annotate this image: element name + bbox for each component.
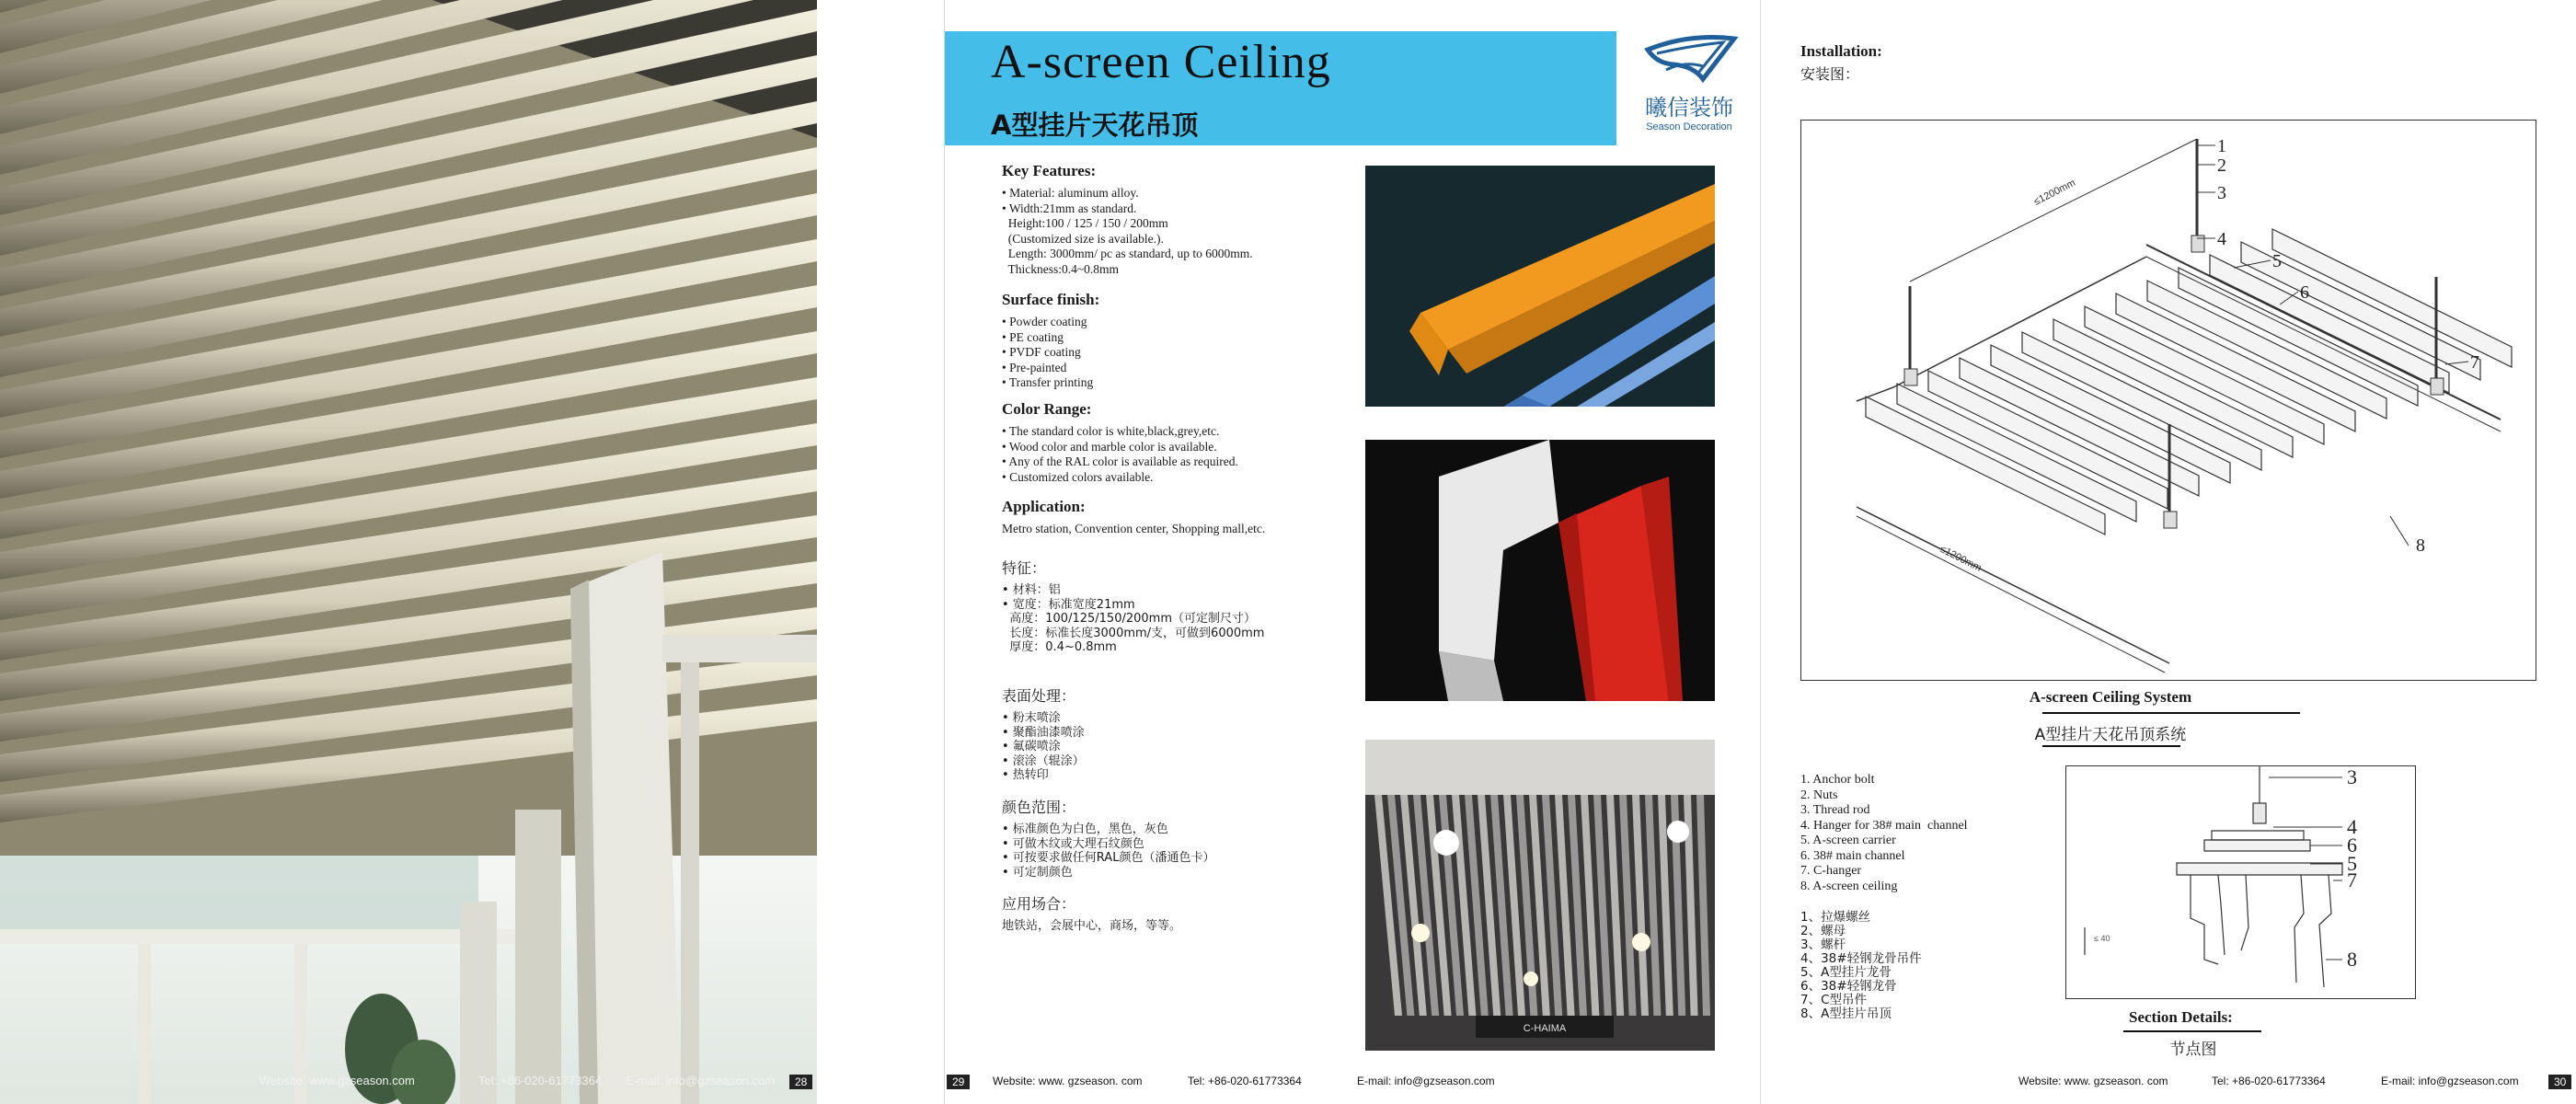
list-item: 1. Anchor bolt [1800, 773, 1875, 787]
features-cn-list [1002, 583, 1370, 655]
list-item: • 粉末喷涂 [1002, 711, 1061, 725]
list-item: 3、螺杆 [1800, 937, 1846, 952]
installation-heading-cn: 安装图： [1800, 65, 1860, 83]
list-item: • 可做木纹或大理石纹颜色 [1002, 836, 1144, 851]
list-item: 8、A型挂片吊顶 [1800, 1006, 1892, 1021]
installation-diagram [1800, 120, 2536, 681]
footer-email[interactable]: E-mail: info@gzseason.com [1357, 1075, 1495, 1087]
list-item: 4、38#轻钢龙骨吊件 [1800, 951, 1922, 966]
page-number: 30 [2548, 1075, 2571, 1089]
callout-5: 5 [2272, 251, 2282, 271]
list-item: • 可定制颜色 [1002, 865, 1073, 880]
list-item: • 热转印 [1002, 768, 1049, 782]
surface-cn-heading: 表面处理： [1002, 687, 1076, 705]
logo-text-en: Season Decoration [1646, 121, 1732, 132]
section-callout-6: 6 [2347, 834, 2357, 857]
divider [2123, 1030, 2261, 1032]
list-item: 厚度：0.4~0.8mm [1002, 640, 1117, 654]
list-item: 8. A-screen ceiling [1800, 879, 1898, 893]
color-range-list [1002, 424, 1370, 485]
dimension-label-top: ≤1200mm [2031, 177, 2077, 208]
product-spec-page [944, 0, 1761, 1104]
list-item: (Customized size is available.). [1002, 231, 1164, 246]
system-title: A-screen Ceiling System [2029, 688, 2192, 706]
list-item: • 材料：铝 [1002, 583, 1061, 597]
list-item: Metro station, Convention center, Shopping mall,etc. [1002, 522, 1266, 535]
application-section [1002, 498, 1370, 537]
footer-tel: Tel: +86-020-61773364 [478, 1074, 603, 1087]
section-detail-diagram [2065, 765, 2416, 999]
surface-finish-list [1002, 315, 1370, 391]
list-item: 6. 38# main channel [1800, 848, 1905, 863]
dimension-label-bottom: ≤1200mm [1938, 543, 1984, 574]
list-item: 长度：标准长度3000mm/支，可做到6000mm [1002, 626, 1265, 640]
system-title-cn: A型挂片天花吊顶系统 [2034, 726, 2187, 744]
list-item: • PE coating [1002, 329, 1064, 344]
divider [2042, 712, 2300, 714]
callout-7: 7 [2470, 352, 2479, 373]
list-item: Thickness:0.4~0.8mm [1002, 261, 1120, 276]
application-cn-section [1002, 892, 1370, 934]
application-cn-list [1002, 919, 1370, 934]
section-callout-7: 7 [2347, 868, 2357, 891]
key-features-list [1002, 186, 1370, 277]
installation-page [1761, 0, 2576, 1104]
ceiling-photo-page [0, 0, 817, 1104]
title-banner [945, 31, 1616, 145]
list-item: • 滚涂（辊涂） [1002, 753, 1085, 768]
callout-8: 8 [2416, 535, 2425, 556]
legend-list-en [1800, 773, 1968, 894]
color-cn-list [1002, 822, 1370, 880]
a-screen-ceiling-installation-photo [0, 0, 817, 1104]
list-item: 1、拉爆螺丝 [1800, 910, 1871, 925]
list-item: • 宽度：标准宽度21mm [1002, 597, 1135, 612]
list-item: 2、螺母 [1800, 924, 1846, 938]
component-legend [1800, 773, 1968, 1021]
surface-cn-section [1002, 684, 1370, 783]
application-list [1002, 522, 1370, 537]
callout-1: 1 [2217, 136, 2226, 156]
footer-email[interactable]: E-mail: info@gzseason.com [626, 1074, 776, 1087]
list-item: • 标准颜色为白色，黑色，灰色 [1002, 822, 1168, 836]
list-item: 5、A型挂片龙骨 [1800, 965, 1892, 980]
color-range-heading: Color Range: [1002, 400, 1092, 418]
company-logo [1629, 33, 1749, 140]
key-features-heading: Key Features: [1002, 162, 1097, 179]
photo-sign: C-HAIMA [1523, 1023, 1567, 1034]
footer-website[interactable]: Website: www. gzseason. com [993, 1075, 1143, 1087]
footer-tel: Tel: +86-020-61773364 [2212, 1075, 2326, 1087]
installation-heading: Installation: [1800, 42, 1882, 60]
list-item: 7、C型吊件 [1800, 993, 1868, 1007]
page-subtitle-cn: A型挂片天花吊顶 [991, 109, 1199, 141]
list-item: Length: 3000mm/ pc as standard, up to 6000mm. [1002, 247, 1253, 260]
divider [2042, 745, 2180, 747]
section-callout-4: 4 [2347, 815, 2357, 838]
page-title: A-screen Ceiling [991, 36, 1331, 88]
list-item: • Customized colors available. [1002, 469, 1154, 484]
list-item: Height:100 / 125 / 150 / 200mm [1002, 216, 1168, 230]
list-item: 地铁站，会展中心，商场，等等。 [1002, 919, 1182, 933]
list-item: • Transfer printing [1002, 375, 1094, 389]
section-details-title-cn: 节点图 [2169, 1041, 2217, 1059]
svg-text:≤ 40: ≤ 40 [2094, 934, 2110, 943]
section-details-title: Section Details: [2129, 1008, 2233, 1026]
application-heading: Application: [1002, 498, 1086, 515]
list-item: 6、38#轻钢龙骨 [1800, 979, 1897, 994]
list-item: 高度：100/125/150/200mm（可定制尺寸） [1002, 612, 1256, 626]
logo-text-cn: 曦信装饰 [1645, 95, 1733, 121]
logo-icon [1639, 33, 1740, 85]
list-item: • Pre-painted [1002, 360, 1067, 374]
color-cn-heading: 颜色范围： [1002, 799, 1076, 816]
surface-finish-heading: Surface finish: [1002, 291, 1100, 308]
callout-2: 2 [2217, 155, 2226, 176]
list-item: • PVDF coating [1002, 345, 1081, 359]
surface-cn-list [1002, 711, 1370, 783]
list-item: • Powder coating [1002, 315, 1087, 328]
legend-list-cn [1800, 911, 1968, 1021]
features-cn-heading: 特征： [1002, 559, 1047, 577]
callout-6: 6 [2300, 282, 2309, 303]
section-callout-8: 8 [2347, 948, 2357, 971]
product-photo-white-red [1365, 440, 1715, 701]
list-item: • The standard color is white,black,grey,etc. [1002, 424, 1220, 438]
key-features-section [1002, 162, 1370, 277]
page-number: 29 [947, 1075, 970, 1089]
features-cn-section [1002, 557, 1370, 655]
section-callout-3: 3 [2347, 766, 2357, 788]
list-item: • Any of the RAL color is available as required. [1002, 454, 1238, 468]
color-range-section [1002, 400, 1370, 485]
footer-website[interactable]: Website: www.gzseason.com [259, 1074, 415, 1087]
callout-4: 4 [2217, 229, 2226, 249]
application-cn-heading: 应用场合： [1002, 895, 1076, 913]
footer-email[interactable]: E-mail: info@gzseason.com [2381, 1075, 2519, 1087]
surface-finish-section [1002, 291, 1370, 391]
section-callout-5: 5 [2347, 852, 2357, 875]
color-cn-section [1002, 796, 1370, 880]
list-item: 3. Thread rod [1800, 803, 1870, 817]
product-photo-ceiling-install [1365, 740, 1715, 1051]
list-item: • 氟碳喷涂 [1002, 740, 1061, 753]
product-photo-orange-blue [1365, 166, 1715, 407]
page-number: 28 [789, 1075, 812, 1089]
list-item: • 聚酯油漆喷涂 [1002, 725, 1085, 740]
list-item: • 可按要求做任何RAL颜色（潘通色卡） [1002, 851, 1215, 865]
list-item: • Width:21mm as standard. [1002, 201, 1137, 215]
list-item: 4. Hanger for 38# main channel [1800, 818, 1968, 833]
list-item: 5. A-screen carrier [1800, 834, 1896, 847]
list-item: 7. C-hanger [1800, 864, 1862, 878]
list-item: 2. Nuts [1800, 788, 1838, 802]
footer-tel: Tel: +86-020-61773364 [1188, 1075, 1302, 1087]
footer-website[interactable]: Website: www. gzseason. com [2018, 1075, 2168, 1087]
callout-3: 3 [2217, 183, 2226, 203]
list-item: • Wood color and marble color is available. [1002, 439, 1217, 454]
list-item: • Material: aluminum alloy. [1002, 186, 1139, 200]
